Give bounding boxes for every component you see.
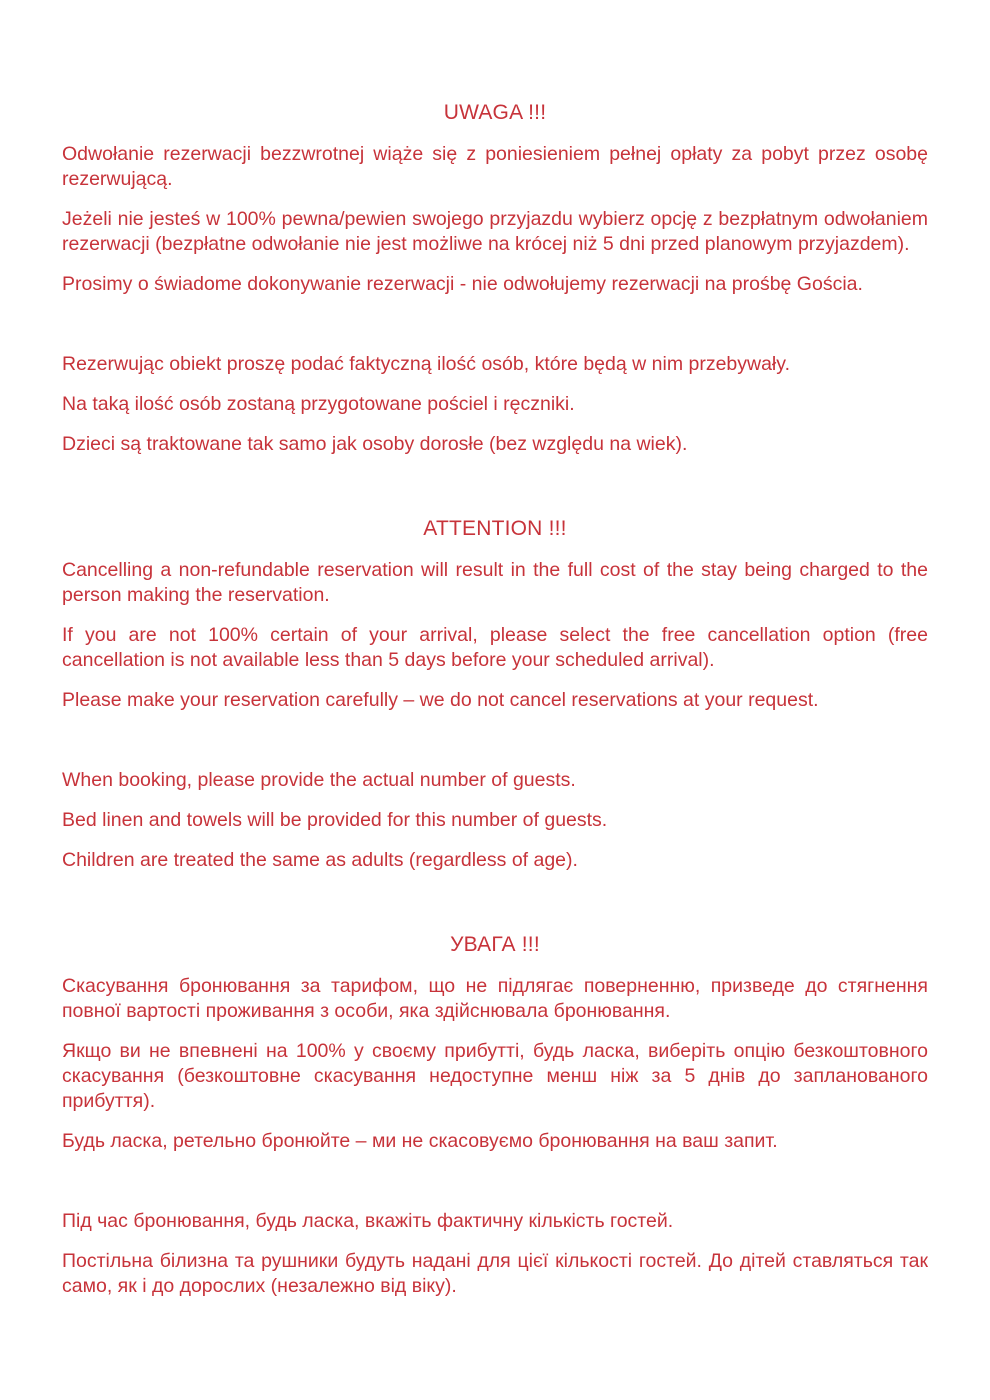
paragraph-group [62,1169,928,1299]
notice-paragraph: When booking, please provide the actual number of guests. [62,769,576,791]
section-heading-ukrainian: УВАГА !!! [450,933,540,956]
paragraph-group [62,312,928,457]
notice-paragraph: Під час бронювання, будь ласка, вкажіть фактичну кількість гостей. [62,1210,674,1232]
notice-paragraph: Please make your reservation carefully – we do not cancel reservations at your request. [62,689,819,711]
paragraph-group [62,142,928,297]
notice-paragraph: Rezerwując obiekt proszę podać faktyczną ilość osób, które będą w nim przebywały. [62,353,790,375]
notice-paragraph: Prosimy o świadome dokonywanie rezerwacji - nie odwołujemy rezerwacji na prośbę Gościa. [62,273,863,295]
notice-section [62,472,928,873]
notice-paragraph: Na taką ilość osób zostaną przygotowane pościel i ręczniki. [62,393,575,415]
notice-paragraph: Dzieci są traktowane tak samo jak osoby dorosłe (bez względu na wiek). [62,433,688,455]
section-heading-english: ATTENTION !!! [423,517,567,540]
notice-paragraph: Скасування бронювання за тарифом, що не підлягає поверненню, призведе до стягнення повної вартості проживання з особи, яка здійснювала бронювання. [62,975,928,1022]
section-heading-polish: UWAGA !!! [443,101,547,124]
notice-paragraph: Постільна білизна та рушники будуть надані для цієї кількості гостей. До дітей ставляться так само, як і до дорослих (незалежно від віку). [62,1250,928,1297]
notice-paragraph: Jeżeli nie jesteś w 100% pewna/pewien swojego przyjazdu wybierz opcję z bezpłatnym odwołaniem rezerwacji (bezpłatne odwołanie nie jest możliwe na krócej niż 5 dni przed planowym przyjazdem). [62,208,928,255]
paragraph-group [62,558,928,713]
notice-section [62,100,928,457]
paragraph-group [62,728,928,873]
notice-paragraph: Bed linen and towels will be provided for this number of guests. [62,809,608,831]
notice-paragraph: If you are not 100% certain of your arrival, please select the free cancellation option (free cancellation is not available less than 5 days before your scheduled arrival). [62,624,928,671]
notice-paragraph: Cancelling a non-refundable reservation will result in the full cost of the stay being charged to the person making the reservation. [62,559,928,606]
notice-section [62,888,928,1299]
notice-paragraph: Будь ласка, ретельно бронюйте – ми не скасовуємо бронювання на ваш запит. [62,1130,778,1152]
paragraph-group [62,974,928,1154]
notice-paragraph: Children are treated the same as adults (regardless of age). [62,849,578,871]
notice-paragraph: Odwołanie rezerwacji bezzwrotnej wiąże się z poniesieniem pełnej opłaty za pobyt przez osobę rezerwującą. [62,143,928,190]
notice-paragraph: Якщо ви не впевнені на 100% у своєму прибутті, будь ласка, виберіть опцію безкоштовного скасування (безкоштовне скасування недоступне менш ніж за 5 днів до запланованого прибуття). [62,1040,928,1112]
